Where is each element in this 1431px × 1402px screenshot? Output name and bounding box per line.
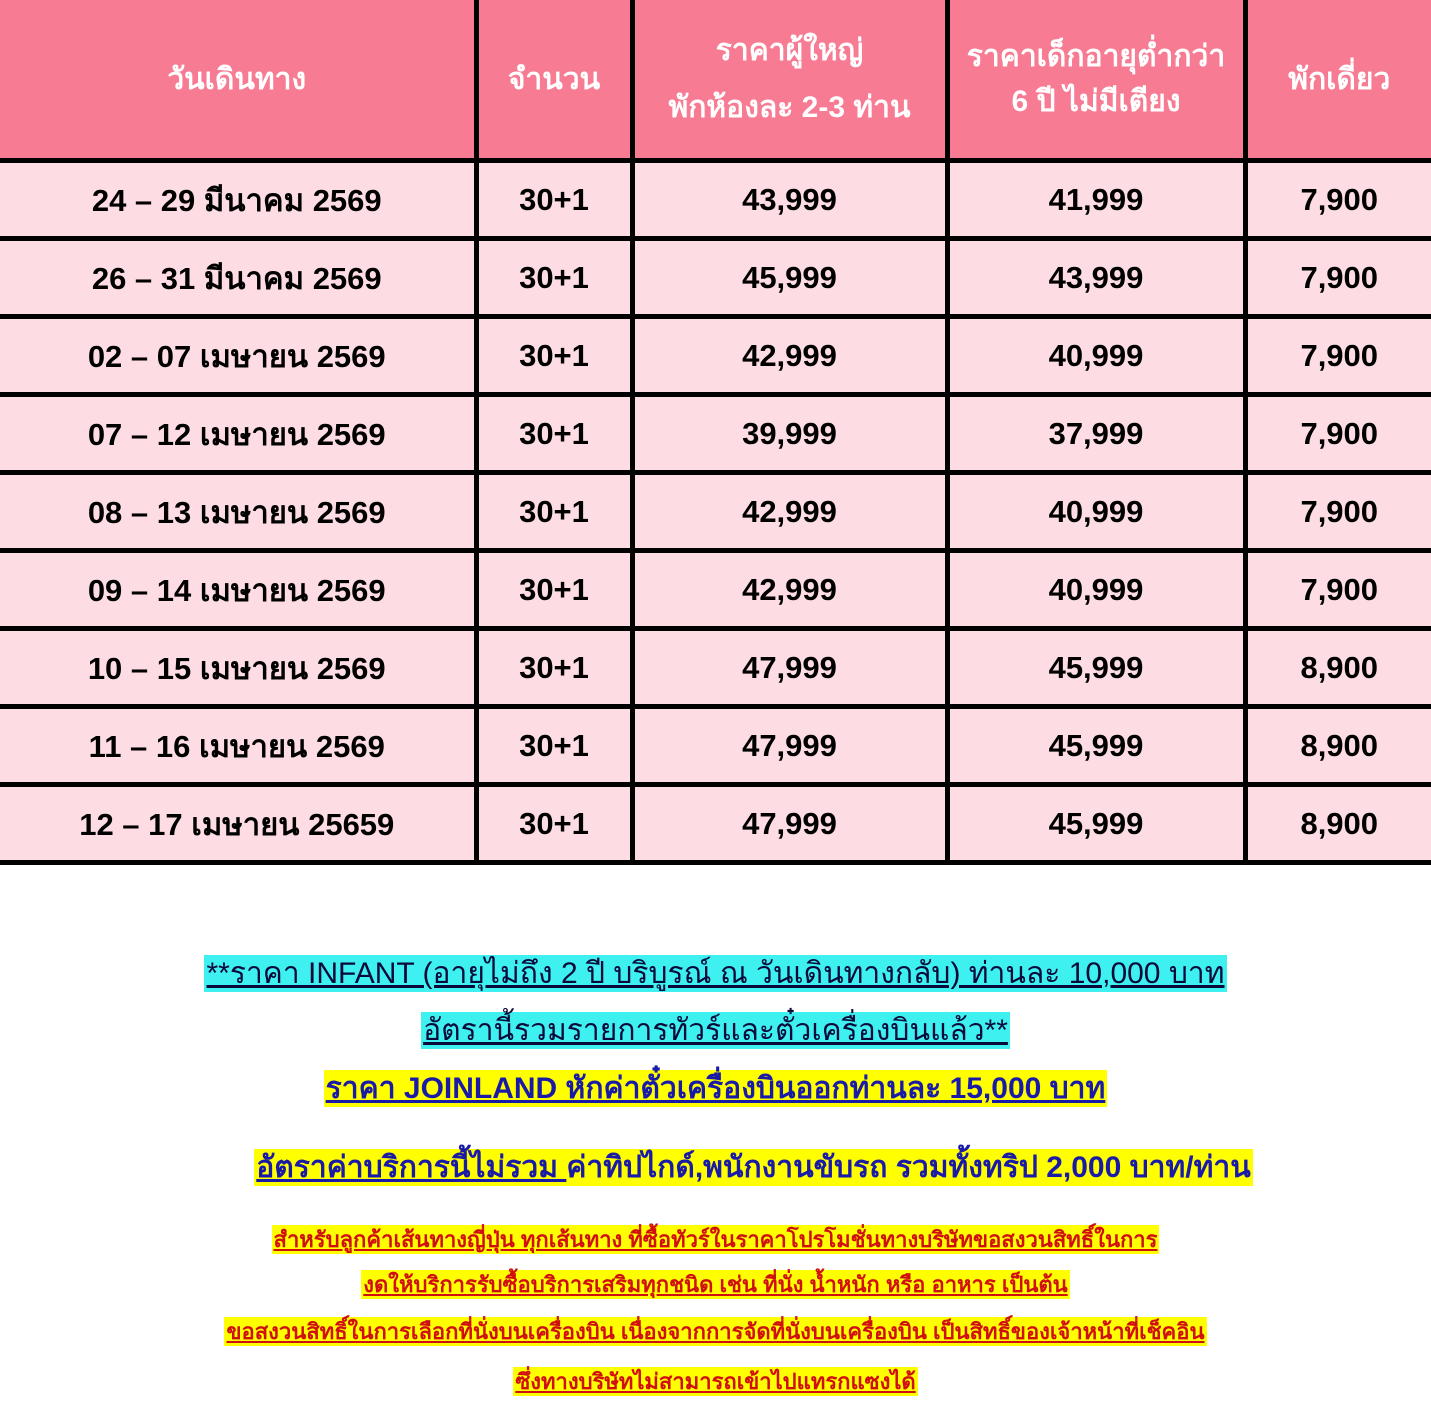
child-price-cell: 43,999 xyxy=(947,239,1245,317)
single-supplement-cell: 8,900 xyxy=(1245,629,1431,707)
child-price-cell: 40,999 xyxy=(947,473,1245,551)
child-price-cell: 40,999 xyxy=(947,317,1245,395)
single-supplement-cell: 7,900 xyxy=(1245,161,1431,239)
adult-price-cell: 45,999 xyxy=(632,239,947,317)
adult-price-cell: 47,999 xyxy=(632,629,947,707)
policy-text: สำหรับลูกค้าเส้นทางญี่ปุ่น ทุกเส้นทาง ที่ซื้อทัวร์ในราคาโปรโมชั่นทางบริษัทขอสงวนสิทธิ์ในการ xyxy=(273,1227,1158,1252)
table-row xyxy=(0,239,1431,317)
travel-date-cell: 24 – 29 มีนาคม 2569 xyxy=(0,161,476,239)
header-adult-price xyxy=(632,0,947,161)
quantity-cell: 30+1 xyxy=(476,629,632,707)
child-price-cell: 41,999 xyxy=(947,161,1245,239)
note-tip-a: อัตราค่าบริการนี้ไม่รวม xyxy=(256,1151,567,1184)
table-row xyxy=(0,317,1431,395)
note-infant-line xyxy=(0,950,1431,997)
quantity-cell: 30+1 xyxy=(476,395,632,473)
quantity-cell: 30+1 xyxy=(476,161,632,239)
travel-date-cell: 02 – 07 เมษายน 2569 xyxy=(0,317,476,395)
table-row xyxy=(0,551,1431,629)
adult-price-cell: 42,999 xyxy=(632,473,947,551)
table-row xyxy=(0,473,1431,551)
table-row xyxy=(0,785,1431,863)
child-price-cell: 40,999 xyxy=(947,551,1245,629)
travel-date-cell: 10 – 15 เมษายน 2569 xyxy=(0,629,476,707)
header-child-line2: 6 ปี ไม่มีเตียง xyxy=(1011,85,1181,118)
policy-text: ขอสงวนสิทธิ์ในการเลือกที่นั่งบนเครื่องบิน เนื่องจากการจัดที่นั่งบนเครื่องบิน เป็นสิทธิ์ของเจ้าหน้าที่เช็คอิน xyxy=(226,1319,1205,1344)
quantity-cell: 30+1 xyxy=(476,239,632,317)
note-tip-line xyxy=(38,1144,1431,1191)
travel-date-cell: 26 – 31 มีนาคม 2569 xyxy=(0,239,476,317)
policy-text: งดให้บริการรับซื้อบริการเสริมทุกชนิด เช่น ที่นั่ง น้ำหนัก หรือ อาหาร เป็นต้น xyxy=(363,1272,1068,1297)
travel-date-cell: 07 – 12 เมษายน 2569 xyxy=(0,395,476,473)
header-quantity: จำนวน xyxy=(476,0,632,161)
travel-date-cell: 08 – 13 เมษายน 2569 xyxy=(0,473,476,551)
adult-price-cell: 42,999 xyxy=(632,551,947,629)
note-infant: **ราคา INFANT (อายุไม่ถึง 2 ปี บริบูรณ์ ณ วันเดินทางกลับ) ท่านละ 10,000 บาท xyxy=(206,957,1225,990)
table-row xyxy=(0,161,1431,239)
policy-line-4 xyxy=(0,1364,1431,1399)
header-adult-line1: ราคาผู้ใหญ่ xyxy=(715,34,864,67)
quantity-cell: 30+1 xyxy=(476,707,632,785)
note-joinland-line xyxy=(0,1065,1431,1112)
single-supplement-cell: 7,900 xyxy=(1245,473,1431,551)
single-supplement-cell: 7,900 xyxy=(1245,239,1431,317)
note-included: อัตรานี้รวมรายการทัวร์และตั๋วเครื่องบินแล้ว** xyxy=(423,1014,1008,1047)
child-price-cell: 37,999 xyxy=(947,395,1245,473)
quantity-cell: 30+1 xyxy=(476,473,632,551)
header-single-supplement: พักเดี่ยว xyxy=(1245,0,1431,161)
policy-line-3 xyxy=(0,1314,1431,1349)
single-supplement-cell: 7,900 xyxy=(1245,395,1431,473)
header-adult-line2: พักห้องละ 2-3 ท่าน xyxy=(668,91,911,124)
child-price-cell: 45,999 xyxy=(947,707,1245,785)
adult-price-cell: 47,999 xyxy=(632,785,947,863)
adult-price-cell: 39,999 xyxy=(632,395,947,473)
note-joinland: ราคา JOINLAND หักค่าตั๋วเครื่องบินออกท่านละ 15,000 บาท xyxy=(325,1072,1106,1105)
quantity-cell: 30+1 xyxy=(476,551,632,629)
travel-date-cell: 11 – 16 เมษายน 2569 xyxy=(0,707,476,785)
note-tip-b: ค่าทิปไกด์,พนักงานขับรถ รวมทั้งทริป 2,000 บาท/ท่าน xyxy=(566,1151,1251,1184)
adult-price-cell: 43,999 xyxy=(632,161,947,239)
child-price-cell: 45,999 xyxy=(947,629,1245,707)
single-supplement-cell: 7,900 xyxy=(1245,551,1431,629)
header-child-price xyxy=(947,0,1245,161)
header-child-line1: ราคาเด็กอายุต่ำกว่า xyxy=(966,40,1226,73)
quantity-cell: 30+1 xyxy=(476,317,632,395)
single-supplement-cell: 7,900 xyxy=(1245,317,1431,395)
header-travel-date: วันเดินทาง xyxy=(0,0,476,161)
table-row xyxy=(0,629,1431,707)
travel-date-cell: 12 – 17 เมษายน 25659 xyxy=(0,785,476,863)
table-row xyxy=(0,395,1431,473)
policy-line-1 xyxy=(0,1222,1431,1257)
quantity-cell: 30+1 xyxy=(476,785,632,863)
adult-price-cell: 42,999 xyxy=(632,317,947,395)
table-row xyxy=(0,707,1431,785)
policy-text: ซึ่งทางบริษัทไม่สามารถเข้าไปแทรกแซงได้ xyxy=(515,1369,916,1394)
travel-date-cell: 09 – 14 เมษายน 2569 xyxy=(0,551,476,629)
single-supplement-cell: 8,900 xyxy=(1245,785,1431,863)
header-row xyxy=(0,0,1431,161)
policy-line-2 xyxy=(0,1267,1431,1302)
single-supplement-cell: 8,900 xyxy=(1245,707,1431,785)
child-price-cell: 45,999 xyxy=(947,785,1245,863)
adult-price-cell: 47,999 xyxy=(632,707,947,785)
note-included-line xyxy=(0,1007,1431,1054)
